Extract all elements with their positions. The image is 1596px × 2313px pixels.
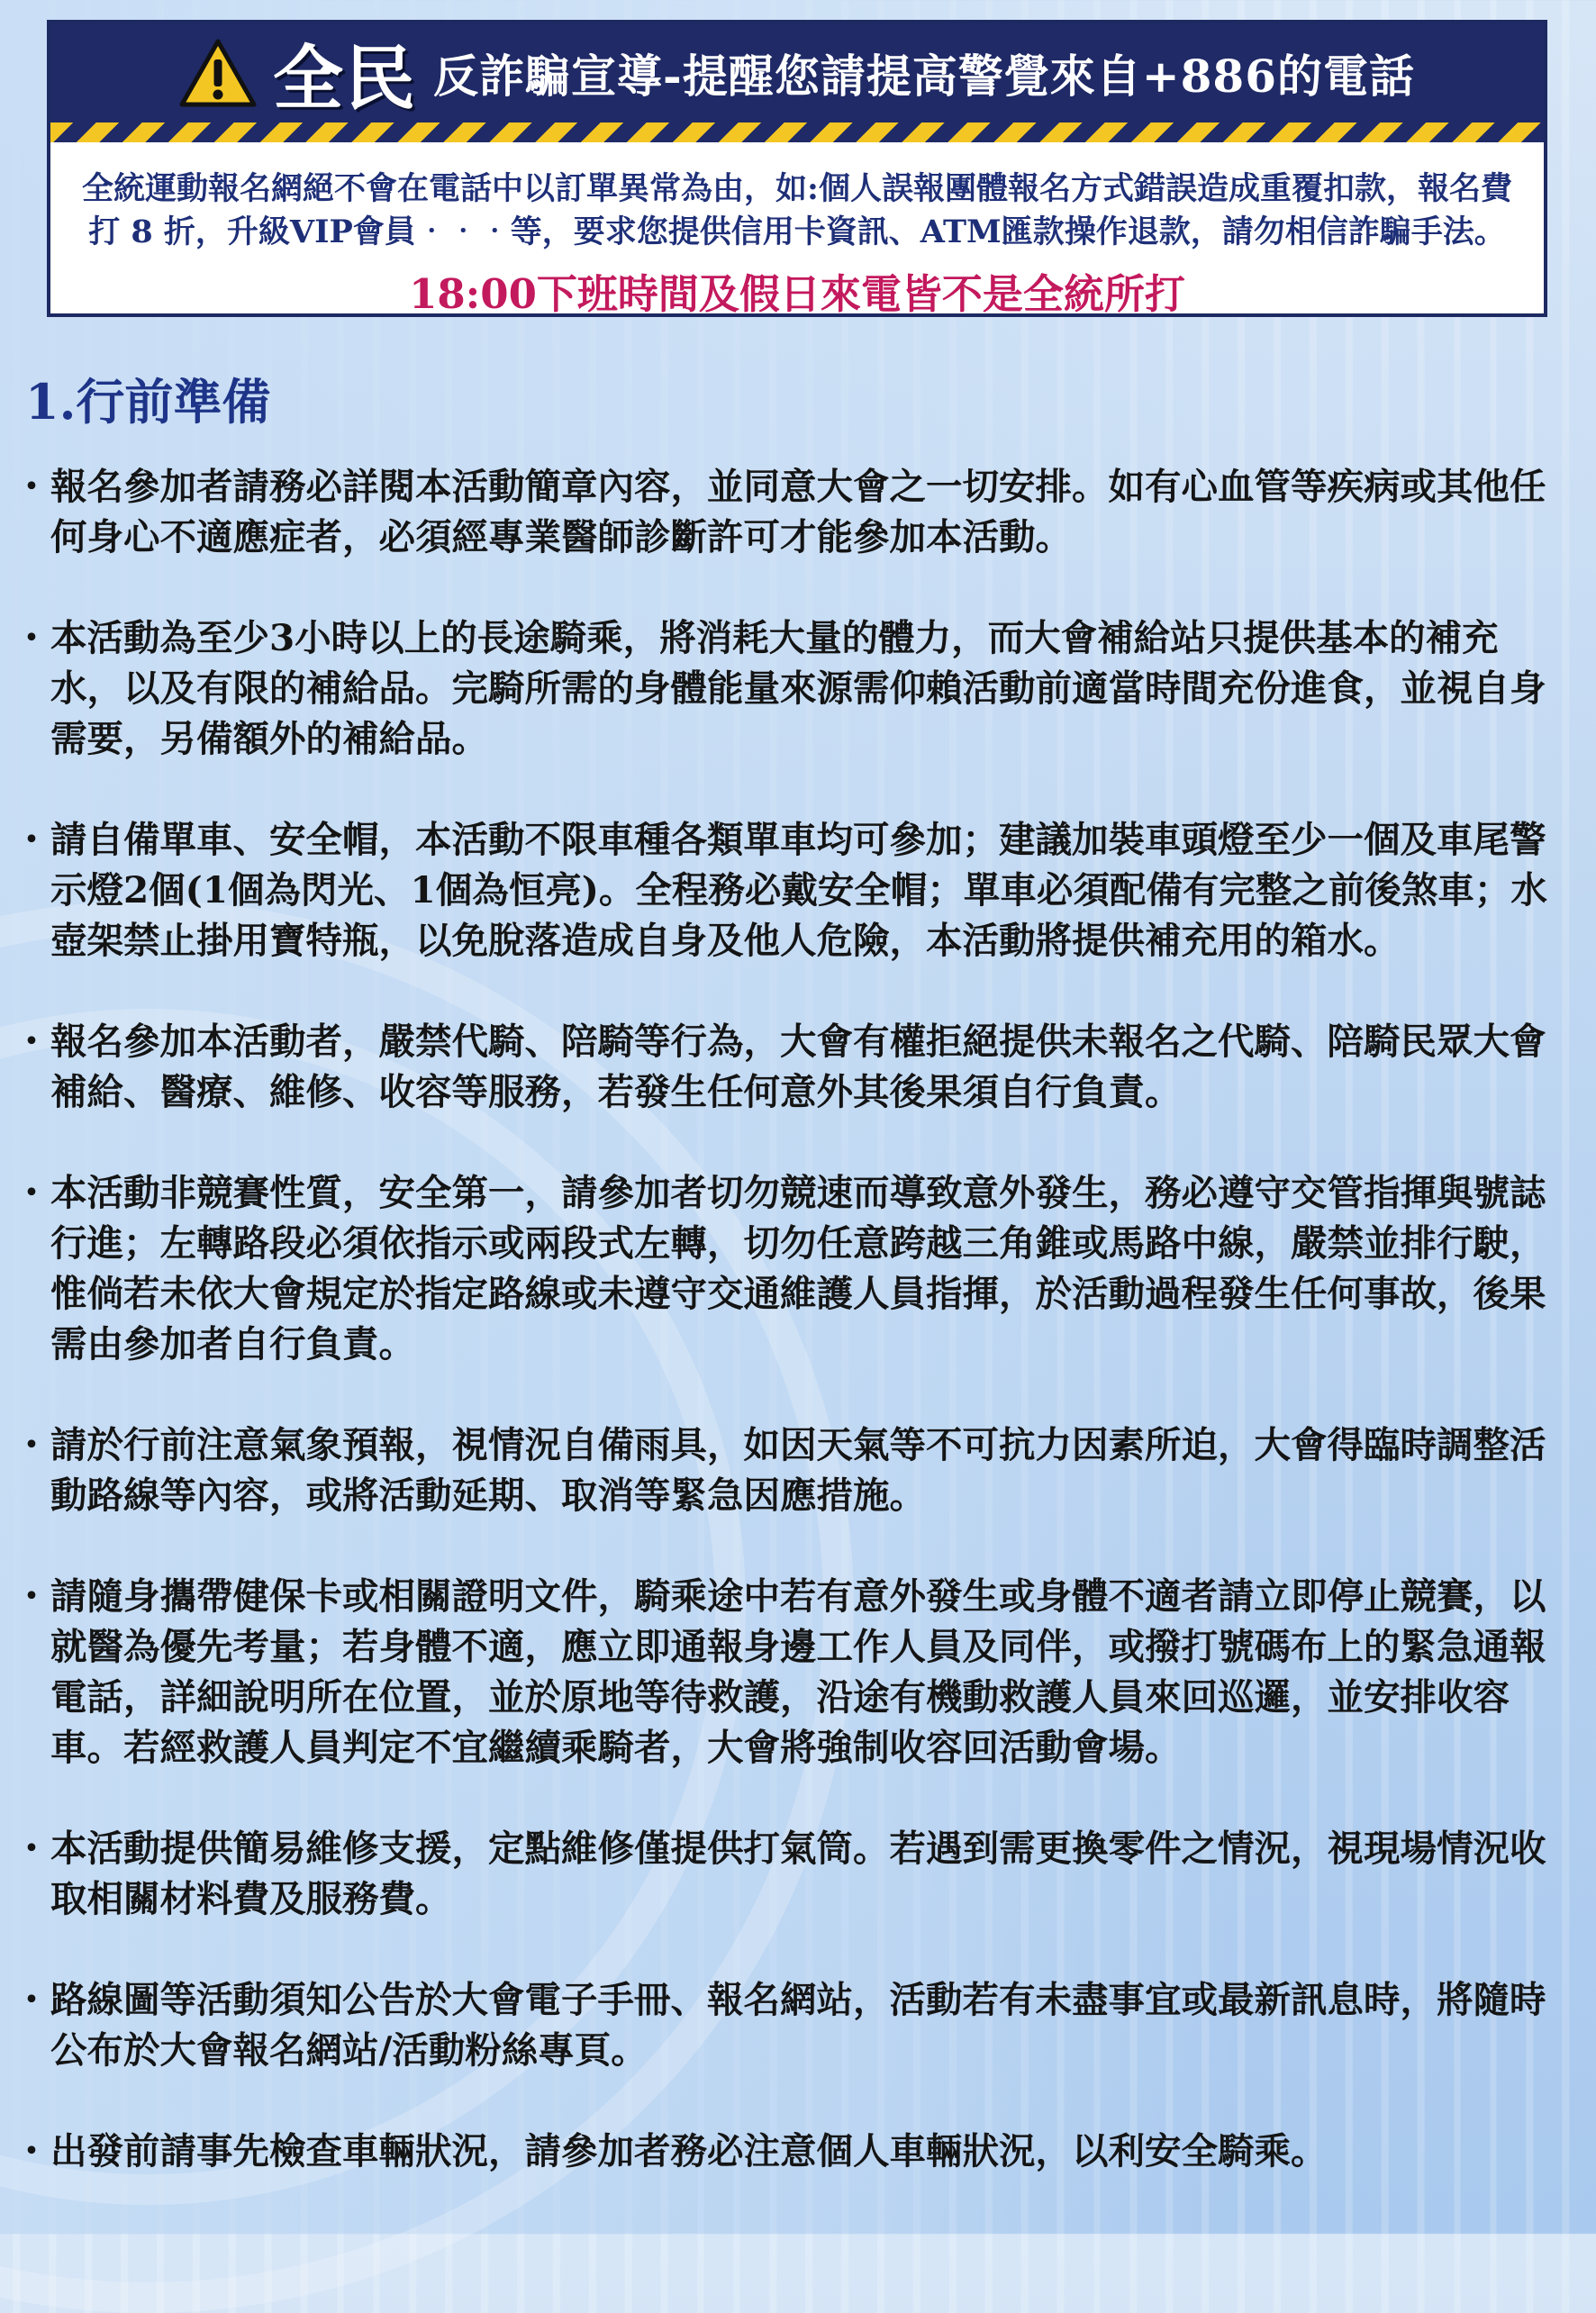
list-item — [13, 2126, 1571, 2176]
section-title: 1.行前準備 — [25, 373, 271, 431]
list-item-text: 本活動提供簡易維修支援，定點維修僅提供打氣筒。若遇到需更換零件之情況，視現場情況收取相關材料費及服務費。 — [50, 1827, 1546, 1920]
banner-header — [50, 23, 1544, 142]
list-item-text: 請自備單車、安全帽，本活動不限車種各類單車均可參加；建議加裝車頭燈至少一個及車尾警示燈2個(1個為閃光、1個為恒亮)。全程務必戴安全帽；單車必須配備有完整之前後煞車；水壺架禁止掛用寶特瓶，以免脫落造成自身及他人危險，本活動將提供補充用的箱水。 — [50, 818, 1547, 962]
warning-triangle-icon — [179, 38, 257, 108]
list-item-text: 報名參加本活動者，嚴禁代騎、陪騎等行為，大會有權拒絕提供未報名之代騎、陪騎民眾大會補給、醫療、維修、收容等服務，若發生任何意外其後果須自行負責。 — [50, 1020, 1546, 1113]
fraud-warning-banner — [47, 20, 1547, 317]
list-item-text: 請於行前注意氣象預報，視情況自備雨具，如因天氣等不可抗力因素所迫，大會得臨時調整活動路線等內容，或將活動延期、取消等緊急因應措施。 — [50, 1423, 1546, 1517]
bullet-icon: ・ — [13, 1827, 50, 1870]
bullet-icon: ・ — [13, 1171, 50, 1214]
preparation-list — [13, 461, 1571, 2176]
banner-notice-text: 全統運動報名網絕不會在電話中以訂單異常為由，如:個人誤報團體報名方式錯誤造成重覆扣款，報名費打 8 折，升級VIP會員‧‧‧等，要求您提供信用卡資訊、ATM匯款操作退款，請勿相信詐騙手法。 — [82, 170, 1512, 250]
hazard-stripe — [50, 122, 1544, 142]
banner-headline: 反詐騙宣導-提醒您請提高警覺來自+886的電話 — [432, 50, 1416, 103]
bullet-icon: ・ — [13, 1423, 50, 1466]
banner-alert-text: 18:00下班時間及假日來電皆不是全統所打 — [409, 270, 1185, 318]
bullet-icon: ・ — [13, 818, 50, 861]
list-item — [13, 1974, 1571, 2075]
bullet-icon: ・ — [13, 465, 50, 508]
list-item-text: 出發前請事先檢查車輛狀況，請參加者務必注意個人車輛狀況，以利安全騎乘。 — [50, 2129, 1328, 2172]
list-item — [13, 1420, 1571, 1520]
list-item — [13, 814, 1571, 966]
banner-brand: 全民 — [272, 38, 417, 120]
list-item-text: 請隨身攜帶健保卡或相關證明文件，騎乘途中若有意外發生或身體不適者請立即停止競賽，以就醫為優先考量；若身體不適，應立即通報身邊工作人員及同伴，或撥打號碼布上的緊急通報電話，詳細說明所在位置，並於原地等待救護，沿途有機動救護人員來回巡邏，並安排收容車。若經救護人員判定不宜繼續乘騎者，大會將強制收容回活動會場。 — [50, 1574, 1546, 1769]
banner-body — [50, 142, 1544, 320]
bullet-icon: ・ — [13, 616, 50, 659]
list-item — [13, 1571, 1571, 1773]
list-item-text: 本活動非競賽性質，安全第一，請參加者切勿競速而導致意外發生，務必遵守交管指揮與號誌行進；左轉路段必須依指示或兩段式左轉，切勿任意跨越三角錐或馬路中線，嚴禁並排行駛，惟倘若未依大會規定於指定路線或未遵守交通維護人員指揮，於活動過程發生任何事故，後果需由參加者自行負責。 — [50, 1171, 1546, 1365]
list-item — [13, 461, 1571, 562]
list-item-text: 路線圖等活動須知公告於大會電子手冊、報名網站，活動若有未盡事宜或最新訊息時，將隨時公布於大會報名網站/活動粉絲專頁。 — [50, 1978, 1546, 2072]
list-item — [13, 1167, 1571, 1369]
bullet-icon: ・ — [13, 1978, 50, 2021]
list-item — [13, 1823, 1571, 1924]
list-item — [13, 612, 1571, 764]
list-item-text: 本活動為至少3小時以上的長途騎乘，將消耗大量的體力，而大會補給站只提供基本的補充水，以及有限的補給品。完騎所需的身體能量來源需仰賴活動前適當時間充份進食，並視自身需要，另備額外的補給品。 — [50, 616, 1546, 760]
bullet-icon: ・ — [13, 1020, 50, 1063]
bullet-icon: ・ — [13, 1574, 50, 1618]
bullet-icon: ・ — [13, 2129, 50, 2172]
list-item — [13, 1016, 1571, 1117]
list-item-text: 報名參加者請務必詳閱本活動簡章內容，並同意大會之一切安排。如有心血管等疾病或其他任何身心不適應症者，必須經專業醫師診斷許可才能參加本活動。 — [50, 465, 1546, 558]
